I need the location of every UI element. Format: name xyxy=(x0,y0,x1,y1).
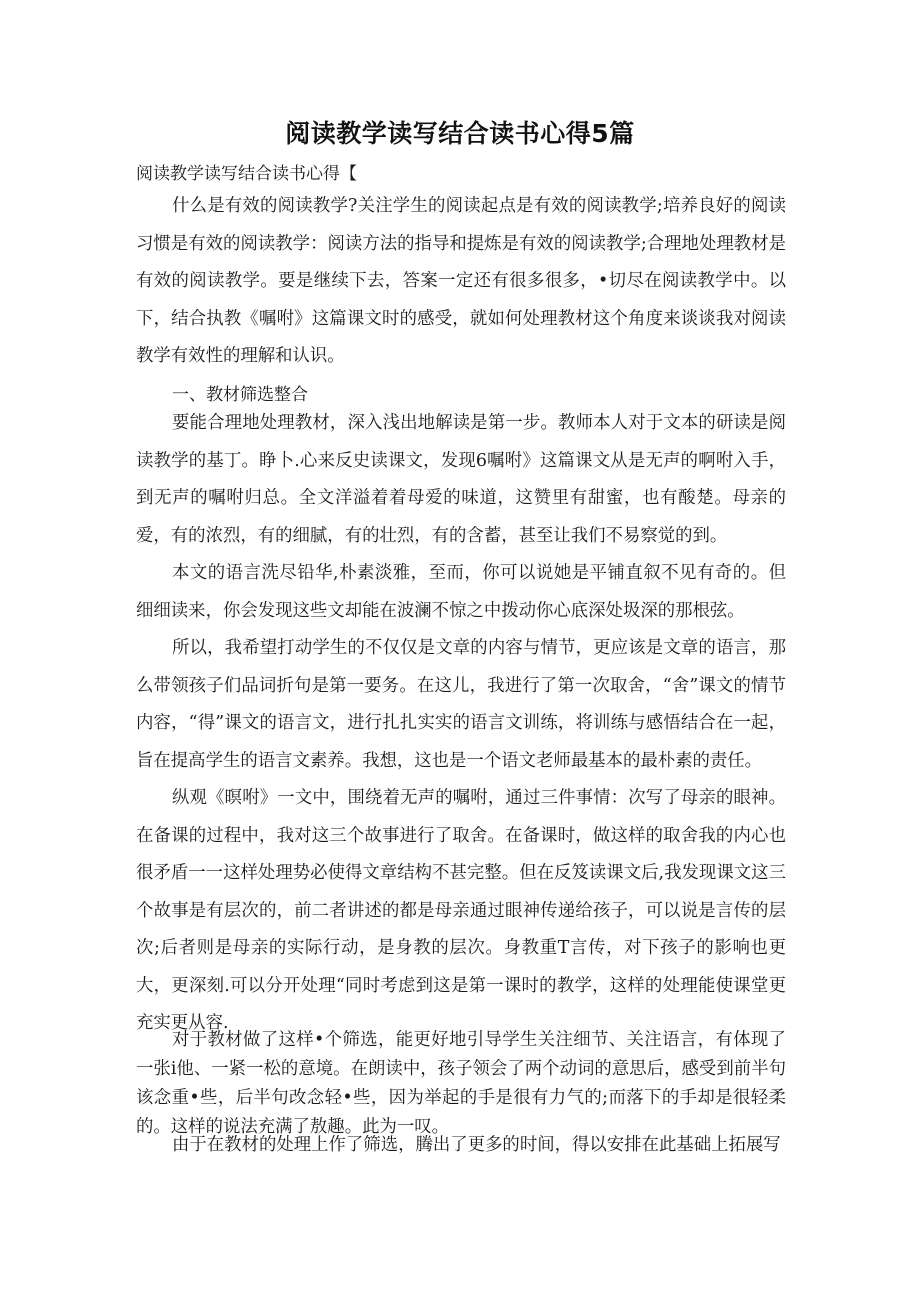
document-title: 阅读教学读写结合读书心得5篇 xyxy=(285,119,635,148)
paragraph-1: 什么是有效的阅读教学?关注学生的阅读起点是有效的阅读教学;培养良好的阅读习惯是有效的阅读教学：阅读方法的指导和提炼是有效的阅读教学;合理地处理教材是有效的阅读教学。要是继续下去，答案一定还有很多很多，•切尽在阅读教学中。以下，结合执教《嘱咐》这篇课文时的感受，就如何处理教材这个角度来谈谈我对阅读教学有效性的理解和认识。 xyxy=(136,196,786,366)
paragraph-2: 要能合理地处理教材，深入浅出地解读是第一步。教师本人对于文本的研读是阅读教学的基丁。睁卜.心来反史读课文，发现6嘱咐》这篇课文从是无声的啊咐入手，到无声的嘱咐归总。全文洋溢着着母爱的味道，这赞里有甜蜜，也有酸楚。母亲的爱，有的浓烈，有的细腻，有的壮烈，有的含蓄，甚至让我们不易察觉的到。 xyxy=(136,413,786,546)
paragraph-3: 本文的语言洗尽铅华,朴素淡雅，至而，你可以说她是平铺直叙不见有奇的。但细细读来，你会发现这些文却能在波澜不惊之中拨动你心底深处圾深的那根弦。 xyxy=(136,563,786,621)
document-subtitle: 阅读教学读写结合读书心得【 xyxy=(136,164,357,184)
paragraph-7: 由于在教材的处理上作了筛选，腾出了更多的时间，得以安排在此基础上拓展写 xyxy=(172,1135,781,1155)
section-heading: 一、教材筛选整合 xyxy=(172,385,308,405)
paragraph-5: 纵观《暝咐》一文中，围绕着无声的嘱咐，通过三件事情：次写了母亲的眼神。在备课的过程中，我对这三个故事进行了取舍。在备课时，做这样的取舍我的内心也很矛盾一一这样处理势必使得文章结构不甚完整。但在反笈读课文后,我发现课文这三个故事是有层次的，前二者讲述的都是母亲通过眼神传递给孩子，可以说是言传的层次;后者则是母亲的实际行动，是身教的层次。身教重T言传，对下孩子的影响也更大，更深刻.可以分开处理“同时考虑到这是第一课时的教学，这样的处理能使课堂更充实更从容. xyxy=(136,788,786,1033)
paragraph-4: 所以，我希望打动学生的不仅仅是文章的内容与情节，更应该是文章的语言，那么带领孩子们品词折句是第一要务。在这儿，我进行了第一次取舍，“舍”课文的情节内容，“得”课文的语言文，进行扎扎实实的语言文训练，将训练与感悟结合在一起，旨在提高学生的语言文素养。我想，这也是一个语文老师最基本的最朴素的责任。 xyxy=(136,638,786,771)
paragraph-6: 对于教材做了这样•个筛选，能更好地引导学生关注细节、关注语言，有体现了一张i他、一紧一松的意境。在朗读中，孩子领会了两个动词的意思后，感受到前半句该念重•些，后半句改念轻•些，因为举起的手是很有力气的;而落下的手却是很轻柔的。这样的说法充满了敖趣。此为一叹。 xyxy=(136,1030,786,1137)
